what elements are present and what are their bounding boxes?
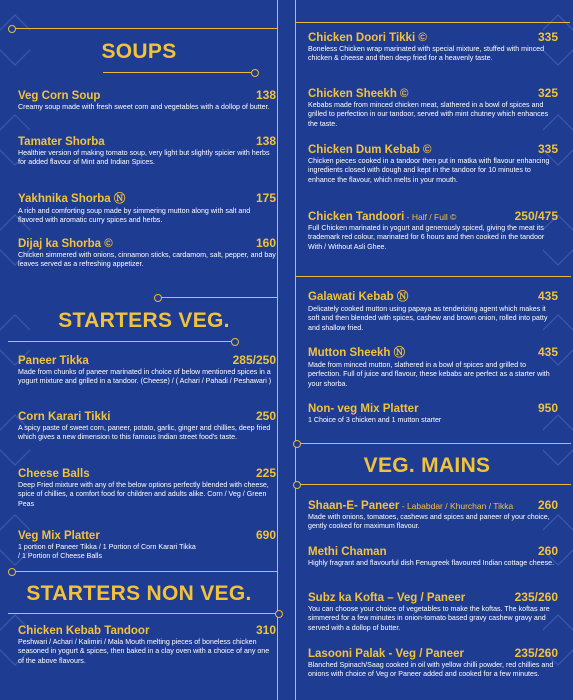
menu-item-yakhnika-shorba: Yakhnika Shorba Ⓝ 175 A rich and comforting soup made by simmering mutton along with salt and flavored with aromatic curry spices and herbs. [18, 191, 276, 225]
starters-non-veg-bottom-rule [8, 613, 277, 614]
menu-item-chicken-tandoori: Chicken Tandoori - Half / Full © 250/475 Full Chicken marinated in yogurt and generously spiced, giving the meat its trademark red colour, marinated for 6 hours and then cooked in the tandoor With / Without Asli Ghee. [308, 209, 558, 251]
veg-mains-bottom-rule [296, 484, 571, 485]
menu-item-methi-chaman: Methi Chaman 260 Highly fragrant and flavourful dish Fenugreek flavoured Indian cottage cheese. [308, 544, 558, 567]
menu-item-paneer-tikka: Paneer Tikka 285/250 Made from chunks of paneer marinated in choice of below mentioned spices in a yogurt mixture and grilled in a tandoor. (Cheese) / ( Achari / Pahadi / Peshawari ) [18, 353, 276, 386]
soups-heading: SOUPS [101, 40, 177, 63]
starters-veg-heading: STARTERS VEG. [58, 309, 230, 332]
menu-item-shaan-e-paneer: Shaan-E- Paneer - Lababdar / Khurchan / Tikka 260 Made with onions, tomatoes, cashews and spices and paneer of your choice, gently cooked for maximum flavour. [308, 498, 558, 531]
veg-mains-top-rule [296, 443, 571, 444]
starters-veg-bottom-rule [8, 341, 233, 342]
menu-item-chicken-sheekh: Chicken Sheekh © 325 Kebabs made from minced chicken meat, slathered in a bowl of spices and grilled to perfection in our tandoor, served with mint chutney which enhances the taste. [308, 86, 558, 128]
left-column [8, 0, 278, 700]
menu-item-veg-mix-platter: Veg Mix Platter 690 1 portion of Paneer Tikka / 1 Portion of Corn Karari Tikka / 1 Portion of Cheese Balls [18, 528, 276, 561]
starters-veg-top-rule [154, 297, 277, 298]
menu-item-subz-ka-kofta: Subz ka Kofta – Veg / Paneer 235/260 You can choose your choice of vegetables to make the koftas. The koftas are simmered for a few minutes in onion-tomato based gravy cashew gravy and served with a dollop of butter. [308, 590, 558, 632]
menu-item-non-veg-mix-platter: Non- veg Mix Platter 950 1 Choice of 3 chicken and 1 mutton starter [308, 401, 558, 424]
menu-item-dijaj-ka-shorba: Dijaj ka Shorba © 160 Chicken simmered with onions, cinnamon sticks, cardamom, salt, pepper, and bay leaves served as a refreshing appetizer. [18, 236, 276, 269]
mid-rule-right [296, 276, 571, 277]
soups-bottom-rule [103, 72, 253, 73]
veg-mains-heading: VEG. MAINS [363, 454, 491, 477]
menu-item-chicken-doori-tikki: Chicken Doori Tikki © 335 Boneless Chicken wrap marinated with special mixture, stuffed with minced chicken & cheese and then deep fried for a heavenly taste. [308, 30, 558, 63]
menu-item-corn-karari-tikki: Corn Karari Tikki 250 A spicy paste of sweet corn, paneer, potato, garlic, ginger and chillies, deep fried which gives a new dimension to this famous Indian street food's taste. [18, 409, 276, 442]
menu-item-mutton-sheekh: Mutton Sheekh Ⓝ 435 Made from minced mutton, slathered in a bowl of spices and grilled to perfection. Full of juice and flavour, these kebabs are perfect as a starter with your shorba. [308, 345, 558, 388]
soups-top-rule [8, 28, 277, 29]
menu-item-chicken-kebab-tandoor: Chicken Kebab Tandoor 310 Peshwari / Achari / Kalimiri / Mala Mouth melting pieces of boneless chicken seasoned in yogurt & spices, then baked in a clay oven with a choice of any one of the above flavours. [18, 623, 276, 665]
menu-item-tamater-shorba: Tamater Shorba 138 Healthier version of making tomato soup, very light but slightly spicier with herbs for added flavour of Mint and Indian Spices. [18, 134, 276, 167]
menu-item-cheese-balls: Cheese Balls 225 Deep Fried mixture with any of the below options perfectly blended with cheese, spice of chillies, a comfort food for children and adults alike. Corn / Veg / Green Peas [18, 466, 276, 508]
starters-non-veg-heading: STARTERS NON VEG. [26, 582, 252, 605]
starters-non-veg-top-rule [8, 571, 277, 572]
menu-item-veg-corn-soup: Veg Corn Soup 138 Creamy soup made with fresh sweet corn and vegetables with a dollop of butter. [18, 88, 276, 111]
menu-item-lasooni-palak: Lasooni Palak - Veg / Paneer 235/260 Blanched Spinach/Saag cooked in oil with yellow chilli powder, red chillies and onions with choice of Veg or Paneer added and cooked for a few minutes. [308, 646, 558, 679]
right-column [296, 0, 572, 700]
menu-item-galawati-kebab: Galawati Kebab Ⓝ 435 Delicately cooked mutton using papaya as tenderizing agent which makes it soft and then blended with spices, cashew and brown onion, rolled into patty and shallow fried. [308, 289, 558, 332]
menu-item-chicken-dum-kebab: Chicken Dum Kebab © 335 Chicken pieces cooked in a tandoor then put in matka with flavour enhancing ingredients closed with dough and kept in the tandoor for 10 minutes to enhance the flavour, which melts in your mouth. [308, 142, 558, 184]
